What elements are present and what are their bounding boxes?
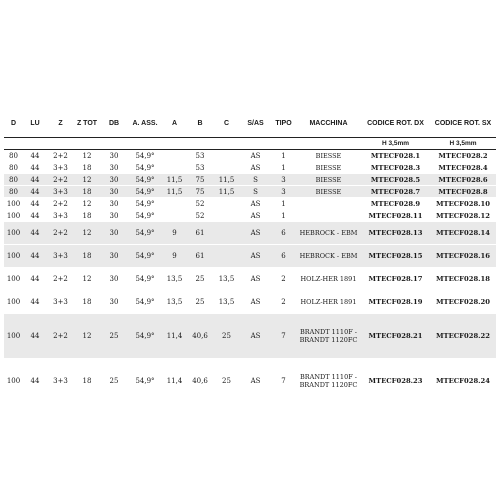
col-header-aass: A. ASS.	[128, 109, 162, 138]
cell-dx: MTECF028.23	[361, 359, 430, 404]
cell-tipo: 6	[271, 222, 296, 245]
cell-c	[213, 198, 240, 210]
table-row	[4, 162, 496, 174]
cell-dx: MTECF028.19	[361, 291, 430, 314]
cell-db: 30	[100, 291, 128, 314]
cell-macchina: BIESSE	[296, 186, 361, 198]
cell-macchina: BIESSE	[296, 150, 361, 162]
subheader-empty	[296, 138, 361, 150]
cell-z: 3+3	[47, 162, 74, 174]
cell-dx: MTECF028.7	[361, 186, 430, 198]
cell-b: 75	[187, 186, 213, 198]
cell-aass: 54,9°	[128, 245, 162, 268]
table-row	[4, 150, 496, 162]
cell-sas: AS	[240, 291, 271, 314]
col-header-ztot: Z TOT	[74, 109, 100, 138]
cell-dx: MTECF028.5	[361, 174, 430, 186]
cell-ztot: 18	[74, 291, 100, 314]
cell-dx: MTECF028.9	[361, 198, 430, 210]
cell-sx: MTECF028.8	[430, 186, 496, 198]
subheader-sx: H 3,5mm	[430, 138, 496, 150]
cell-a: 11,5	[162, 174, 187, 186]
cell-c	[213, 210, 240, 222]
cell-d: 100	[4, 210, 23, 222]
col-header-sas: S/AS	[240, 109, 271, 138]
cell-sas: S	[240, 186, 271, 198]
cell-tipo: 6	[271, 245, 296, 268]
subheader-empty	[100, 138, 128, 150]
subheader-empty	[187, 138, 213, 150]
cell-sas: AS	[240, 245, 271, 268]
cell-sas: AS	[240, 314, 271, 359]
cell-b: 75	[187, 174, 213, 186]
cell-macchina: BIESSE	[296, 162, 361, 174]
subheader-empty	[47, 138, 74, 150]
cell-z: 2+2	[47, 222, 74, 245]
cell-sx: MTECF028.4	[430, 162, 496, 174]
cell-b: 53	[187, 162, 213, 174]
cell-macchina	[296, 198, 361, 210]
cell-db: 30	[100, 174, 128, 186]
cell-db: 25	[100, 359, 128, 404]
cell-c: 13,5	[213, 291, 240, 314]
cell-sx: MTECF028.14	[430, 222, 496, 245]
cell-sx: MTECF028.2	[430, 150, 496, 162]
cell-z: 2+2	[47, 314, 74, 359]
cell-db: 30	[100, 210, 128, 222]
cell-d: 100	[4, 245, 23, 268]
cell-aass: 54,9°	[128, 162, 162, 174]
cell-b: 53	[187, 150, 213, 162]
cell-z: 3+3	[47, 359, 74, 404]
cell-z: 3+3	[47, 186, 74, 198]
cell-aass: 54,9°	[128, 186, 162, 198]
cell-ztot: 12	[74, 222, 100, 245]
cell-lu: 44	[23, 291, 47, 314]
cell-sas: AS	[240, 222, 271, 245]
col-header-b: B	[187, 109, 213, 138]
cell-tipo: 3	[271, 186, 296, 198]
cell-lu: 44	[23, 186, 47, 198]
cell-sas: AS	[240, 359, 271, 404]
cell-lu: 44	[23, 174, 47, 186]
cell-d: 80	[4, 174, 23, 186]
cell-db: 25	[100, 314, 128, 359]
table-row	[4, 198, 496, 210]
table-row	[4, 186, 496, 198]
subheader-row	[4, 138, 496, 150]
cell-sas: AS	[240, 150, 271, 162]
cell-d: 80	[4, 162, 23, 174]
col-header-lu: LU	[23, 109, 47, 138]
cell-d: 100	[4, 314, 23, 359]
cell-c: 25	[213, 359, 240, 404]
cell-a: 9	[162, 245, 187, 268]
cell-aass: 54,9°	[128, 174, 162, 186]
col-header-codice-sx: CODICE ROT. SX	[430, 109, 496, 138]
cell-a: 9	[162, 222, 187, 245]
cell-lu: 44	[23, 150, 47, 162]
cell-sas: AS	[240, 162, 271, 174]
table-row	[4, 245, 496, 268]
cell-a: 13,5	[162, 268, 187, 291]
cell-aass: 54,9°	[128, 150, 162, 162]
cell-d: 100	[4, 198, 23, 210]
cell-a: 11,4	[162, 314, 187, 359]
cell-dx: MTECF028.11	[361, 210, 430, 222]
cell-c	[213, 222, 240, 245]
cell-aass: 54,9°	[128, 291, 162, 314]
cell-sas: AS	[240, 210, 271, 222]
cell-tipo: 2	[271, 268, 296, 291]
subheader-dx: H 3,5mm	[361, 138, 430, 150]
cell-z: 3+3	[47, 291, 74, 314]
cell-tipo: 1	[271, 198, 296, 210]
cell-tipo: 1	[271, 162, 296, 174]
cell-d: 100	[4, 268, 23, 291]
cell-db: 30	[100, 186, 128, 198]
cell-db: 30	[100, 150, 128, 162]
cell-tipo: 3	[271, 174, 296, 186]
table-row	[4, 268, 496, 291]
cell-d: 100	[4, 291, 23, 314]
cell-macchina: HOLZ-HER 1891	[296, 268, 361, 291]
col-header-c: C	[213, 109, 240, 138]
cell-c: 25	[213, 314, 240, 359]
cell-ztot: 18	[74, 162, 100, 174]
cell-b: 61	[187, 245, 213, 268]
cell-dx: MTECF028.13	[361, 222, 430, 245]
cell-d: 80	[4, 150, 23, 162]
cell-c: 11,5	[213, 186, 240, 198]
cell-macchina: BRANDT 1110F - BRANDT 1120FC	[296, 359, 361, 404]
col-header-a: A	[162, 109, 187, 138]
subheader-empty	[271, 138, 296, 150]
subheader-empty	[240, 138, 271, 150]
subheader-empty	[128, 138, 162, 150]
cell-a	[162, 162, 187, 174]
cell-a: 11,4	[162, 359, 187, 404]
cell-macchina: HEBROCK - EBM	[296, 245, 361, 268]
cell-z: 3+3	[47, 210, 74, 222]
cell-ztot: 18	[74, 245, 100, 268]
cell-aass: 54,9°	[128, 210, 162, 222]
cell-a: 13,5	[162, 291, 187, 314]
header-row	[4, 109, 496, 138]
cell-aass: 54,9°	[128, 314, 162, 359]
cell-sas: AS	[240, 268, 271, 291]
cell-b: 25	[187, 268, 213, 291]
cell-ztot: 12	[74, 198, 100, 210]
cell-z: 2+2	[47, 150, 74, 162]
cell-ztot: 12	[74, 268, 100, 291]
cell-a: 11,5	[162, 186, 187, 198]
cell-lu: 44	[23, 359, 47, 404]
cell-tipo: 7	[271, 359, 296, 404]
cell-lu: 44	[23, 268, 47, 291]
cell-d: 80	[4, 186, 23, 198]
cell-tipo: 1	[271, 210, 296, 222]
cell-sas: S	[240, 174, 271, 186]
col-header-macchina: MACCHINA	[296, 109, 361, 138]
table-row	[4, 210, 496, 222]
col-header-tipo: TIPO	[271, 109, 296, 138]
cell-lu: 44	[23, 210, 47, 222]
cell-sx: MTECF028.6	[430, 174, 496, 186]
cell-macchina: HOLZ-HER 1891	[296, 291, 361, 314]
col-header-codice-dx: CODICE ROT. DX	[361, 109, 430, 138]
subheader-empty	[162, 138, 187, 150]
cell-dx: MTECF028.1	[361, 150, 430, 162]
cell-ztot: 18	[74, 210, 100, 222]
col-header-d: D	[4, 109, 23, 138]
cell-db: 30	[100, 245, 128, 268]
cell-dx: MTECF028.3	[361, 162, 430, 174]
table-row	[4, 314, 496, 359]
subheader-empty	[4, 138, 23, 150]
cell-dx: MTECF028.17	[361, 268, 430, 291]
cell-sx: MTECF028.24	[430, 359, 496, 404]
cell-sas: AS	[240, 198, 271, 210]
cell-a	[162, 210, 187, 222]
cell-ztot: 12	[74, 174, 100, 186]
product-code-table	[4, 109, 496, 404]
cell-a	[162, 150, 187, 162]
cell-dx: MTECF028.15	[361, 245, 430, 268]
cell-db: 30	[100, 222, 128, 245]
cell-macchina: BRANDT 1110F - BRANDT 1120FC	[296, 314, 361, 359]
cell-lu: 44	[23, 222, 47, 245]
cell-sx: MTECF028.20	[430, 291, 496, 314]
cell-db: 30	[100, 162, 128, 174]
col-header-z: Z	[47, 109, 74, 138]
cell-lu: 44	[23, 314, 47, 359]
cell-sx: MTECF028.12	[430, 210, 496, 222]
cell-b: 40,6	[187, 314, 213, 359]
cell-lu: 44	[23, 198, 47, 210]
cell-tipo: 7	[271, 314, 296, 359]
cell-sx: MTECF028.22	[430, 314, 496, 359]
cell-tipo: 2	[271, 291, 296, 314]
cell-ztot: 18	[74, 359, 100, 404]
cell-aass: 54,9°	[128, 359, 162, 404]
cell-tipo: 1	[271, 150, 296, 162]
cell-b: 52	[187, 210, 213, 222]
table-row	[4, 359, 496, 404]
cell-c	[213, 150, 240, 162]
cell-ztot: 12	[74, 314, 100, 359]
cell-dx: MTECF028.21	[361, 314, 430, 359]
subheader-empty	[213, 138, 240, 150]
cell-macchina: HEBROCK - EBM	[296, 222, 361, 245]
cell-sx: MTECF028.16	[430, 245, 496, 268]
cell-d: 100	[4, 359, 23, 404]
cell-macchina: BIESSE	[296, 174, 361, 186]
cell-aass: 54,9°	[128, 198, 162, 210]
cell-db: 30	[100, 268, 128, 291]
cell-z: 3+3	[47, 245, 74, 268]
cell-b: 61	[187, 222, 213, 245]
cell-b: 25	[187, 291, 213, 314]
cell-a	[162, 198, 187, 210]
cell-sx: MTECF028.18	[430, 268, 496, 291]
cell-aass: 54,9°	[128, 268, 162, 291]
cell-d: 100	[4, 222, 23, 245]
subheader-empty	[74, 138, 100, 150]
cell-c: 13,5	[213, 268, 240, 291]
cell-c	[213, 245, 240, 268]
cell-z: 2+2	[47, 174, 74, 186]
subheader-empty	[23, 138, 47, 150]
table-row	[4, 222, 496, 245]
cell-lu: 44	[23, 162, 47, 174]
cell-b: 40,6	[187, 359, 213, 404]
cell-c: 11,5	[213, 174, 240, 186]
cell-macchina	[296, 210, 361, 222]
cell-sx: MTECF028.10	[430, 198, 496, 210]
table-row	[4, 291, 496, 314]
cell-lu: 44	[23, 245, 47, 268]
col-header-db: DB	[100, 109, 128, 138]
table-row	[4, 174, 496, 186]
cell-ztot: 18	[74, 186, 100, 198]
cell-z: 2+2	[47, 198, 74, 210]
cell-c	[213, 162, 240, 174]
cell-aass: 54,9°	[128, 222, 162, 245]
cell-ztot: 12	[74, 150, 100, 162]
cell-b: 52	[187, 198, 213, 210]
cell-db: 30	[100, 198, 128, 210]
cell-z: 2+2	[47, 268, 74, 291]
